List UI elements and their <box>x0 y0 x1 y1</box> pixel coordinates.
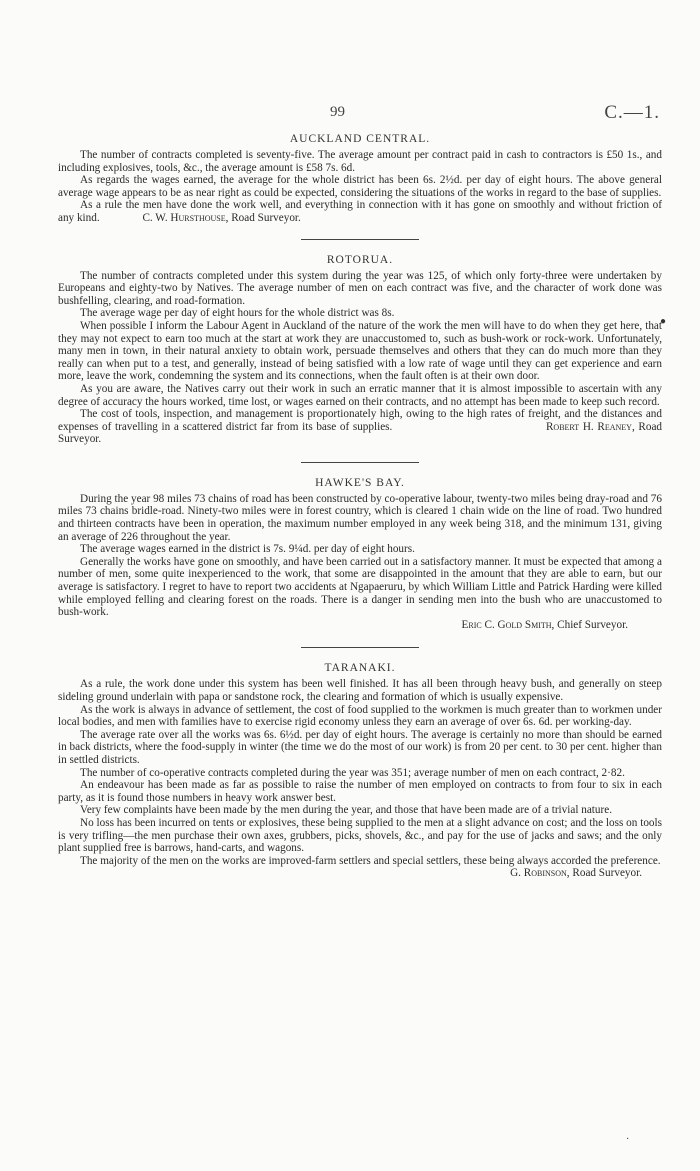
signature-line <box>58 867 662 880</box>
signature-name: Eric C. Gold Smith <box>461 618 552 631</box>
signature-title: , Chief Surveyor. <box>551 618 628 631</box>
report-body <box>58 133 662 880</box>
paragraph: The number of contracts completed under this system during the year was 125, of which only forty-three were undertaken by Europeans and eighty-two by Natives. The average number of men on each contract was five, and the character of work done was bushfelling, clearing, and road-formation. <box>58 269 662 307</box>
paragraph: No loss has been incurred on tents or explosives, these being supplied to the men at a slight advance on cost; and the loss on tools is very trifling—the men purchase their own axes, grubbers, picks, shovels, &c., and pay for the use of jacks and saws; and the only plant supplied free is barrows, hand-carts, and wagons. <box>58 816 662 855</box>
section-hawkes-bay <box>58 477 662 632</box>
signature-title: , Road Surveyor. <box>58 420 663 446</box>
paragraph: The number of co-operative contracts completed during the year was 351; average number of men on each contract, 2·82. <box>80 766 625 779</box>
margin-mark: · <box>626 1134 630 1145</box>
paragraph: During the year 98 miles 73 chains of road has been constructed by co-operative labour, twenty-two miles being dray-road and 76 miles 73 chains bridle-road. Ninety-two miles were in forest country, which is cleared 1 chain wide on the line of road. Two hundred and thirteen contracts have been in operation, the maximum number employed in any week being 318, and the minimum 131, giving an average of 226 throughout the year. <box>58 492 662 543</box>
paragraph <box>58 408 662 446</box>
paragraph: The majority of the men on the works are improved-farm settlers and special settlers, these being always accorded the preference. <box>80 854 661 867</box>
signature-title: , Road Surveyor. <box>225 211 301 224</box>
paragraph: The number of contracts completed is seventy-five. The average amount per contract paid in cash to contractors is £50 1s., and including explosives, tools, &c., the average amount is £58 7s. 6d. <box>58 149 662 174</box>
paragraph: The average wages earned in the district is 7s. 9¼d. per day of eight hours. <box>80 543 415 556</box>
section-title: ROTORUA. <box>326 253 394 266</box>
section-taranaki <box>58 662 662 880</box>
paragraph: As the work is always in advance of settlement, the cost of food supplied to the workmen is much greater than to workmen under local bodies, and men with families have to exercise rigid economy unless they earn an average of over 6s. 6d. per working-day. <box>58 703 662 729</box>
section-title: AUCKLAND CENTRAL. <box>289 133 431 145</box>
paragraph: Generally the works have gone on smoothly, and have been carried out in a satisfactory manner. It must be expected that among a number of men, some quite inexperienced to the work, that some are disappointed in the amount that they are able to earn, but our average is satisfactory. I regret to have to report two accidents at Ngapaeruru, by which William Little and Patrick Harding were killed while employed felling and clearing forest on the roads. There is a danger in sending men into the bush who are unaccustomed to bush-work. <box>58 555 662 619</box>
page-number: 99 <box>330 104 345 120</box>
paragraph: The average rate over all the works was 6s. 6½d. per day of eight hours. The average is certainly no more than should be earned in back districts, where the food-supply in winter (the time we do the most of our work) is from 20 per cent. to 30 per cent. higher than in settled districts. <box>58 728 662 766</box>
document-reference: C.—1. <box>604 102 660 123</box>
signature-name: G. Robinson <box>510 867 567 880</box>
section-auckland-central <box>58 133 662 225</box>
signature-name: Robert H. Reaney <box>545 420 632 433</box>
signature-name: C. W. Hursthouse <box>142 211 226 224</box>
paragraph: An endeavour has been made as far as possible to raise the number of men employed on contracts to from four to six in each party, as it is found those numbers in heavy work answer best. <box>58 779 662 804</box>
section-rotorua <box>58 254 662 446</box>
paragraph-text: As a rule the men have done the work well, and everything in connection with it has gone on smoothly and without friction of any kind. <box>58 199 662 224</box>
paragraph: As you are aware, the Natives carry out their work in such an erratic manner that it is almost impossible to ascertain with any degree of accuracy the hours worked, time lost, or wages earned on their contracts, and no attempt has been made to keep such record. <box>58 382 662 408</box>
paragraph: When possible I inform the Labour Agent in Auckland of the nature of the work the men will have to do when they get here, that they may not expect to earn too much at the start at work they are unaccustomed to, such as bush-work or rock-work. Unfortunately, many men in town, in their natural anxiety to obtain work, persuade themselves and others that they can do much more than they really can when put to a test, and generally, instead of being satisfied with a low rate of wage until they can get experience and earn more, leave the work, condemning the system and its connections, when the fault often is at their own door. <box>58 319 662 383</box>
signature-line <box>58 619 662 632</box>
signature-title: , Road Surveyor. <box>566 867 642 880</box>
section-title: HAWKE'S BAY. <box>315 476 405 489</box>
section-title: TARANAKI. <box>324 662 396 675</box>
page-header <box>58 104 660 128</box>
margin-mark: ● <box>660 316 667 327</box>
paragraph: Very few complaints have been made by the men during the year, and those that have been made are of a trivial nature. <box>80 804 612 817</box>
paragraph-text: The cost of tools, inspection, and management is proportionately high, owing to the high rates of freight, and the distances and expenses of travelling in a scattered district far from its base of supplies. <box>58 408 662 433</box>
paragraph: As a rule, the work done under this system has been well finished. It has all been through heavy bush, and generally on steep sideling ground underlain with papa or sandstone rock, the clearing and formation of which is usually expensive. <box>58 678 662 703</box>
paragraph <box>58 199 662 224</box>
paragraph: As regards the wages earned, the average for the whole district has been 6s. 2½d. per day of eight hours. The above general average wage appears to be as near right as could be expected, considering the situations of the works in regard to the base of supplies. <box>58 174 662 199</box>
paragraph: The average wage per day of eight hours for the whole district was 8s. <box>80 307 395 320</box>
